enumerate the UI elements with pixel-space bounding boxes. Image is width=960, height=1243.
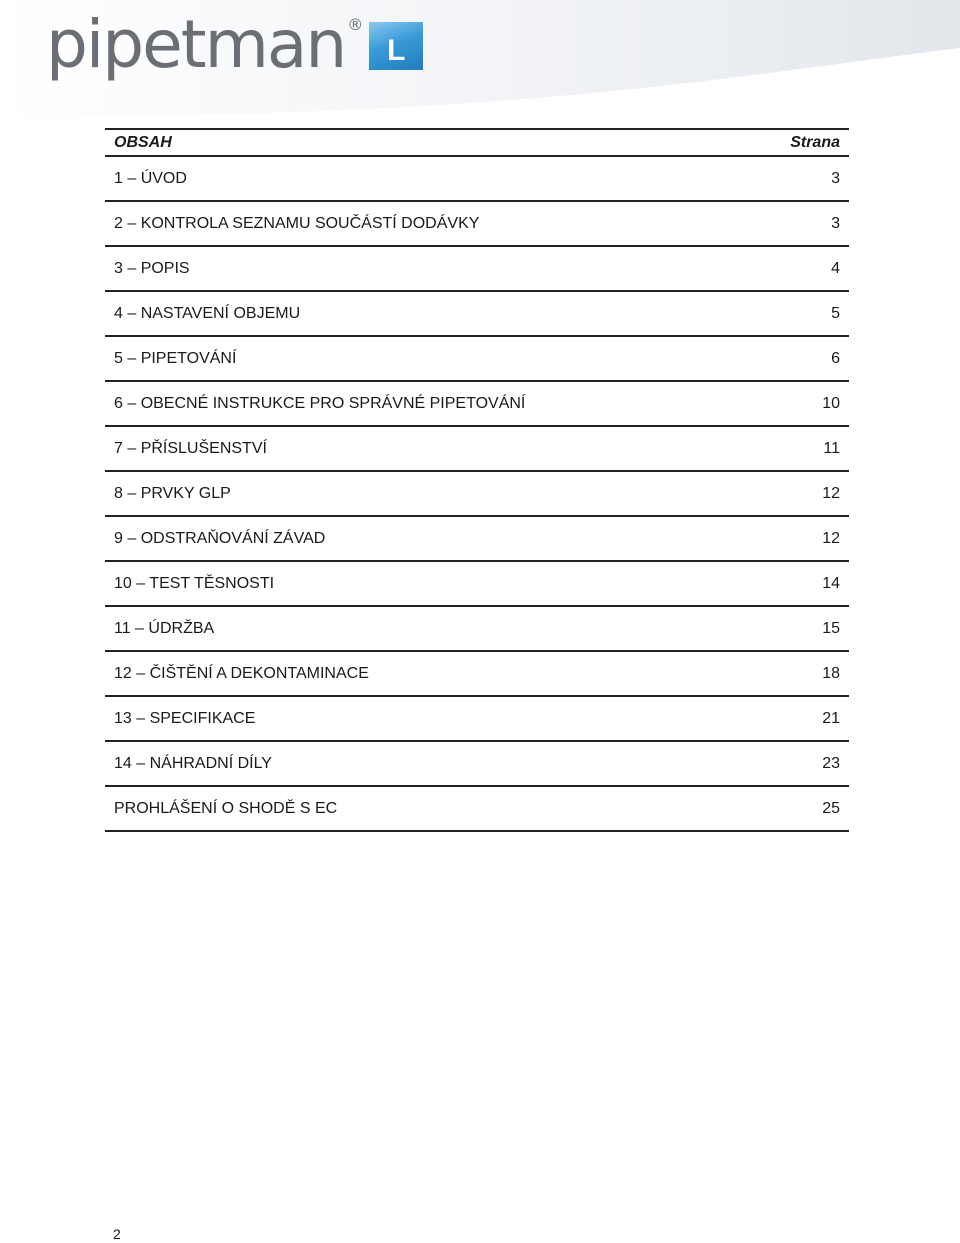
toc-entry-title: 8 – PRVKY GLP <box>114 484 231 502</box>
toc-entry <box>105 427 849 472</box>
toc-heading: OBSAH <box>114 133 172 151</box>
toc-page-heading: Strana <box>790 133 840 151</box>
toc-entry <box>105 607 849 652</box>
toc-entry-page: 12 <box>822 529 840 547</box>
toc-entry-title: 13 – SPECIFIKACE <box>114 709 256 727</box>
table-of-contents <box>105 128 849 832</box>
toc-entry-title: 5 – PIPETOVÁNÍ <box>114 349 237 367</box>
toc-entry <box>105 517 849 562</box>
toc-entry-title: 3 – POPIS <box>114 259 190 277</box>
toc-entry <box>105 742 849 787</box>
toc-entry-page: 5 <box>831 304 840 322</box>
toc-entry <box>105 697 849 742</box>
toc-entry-page: 6 <box>831 349 840 367</box>
toc-entry-page: 21 <box>822 709 840 727</box>
toc-entry-page: 23 <box>822 754 840 772</box>
toc-entry-title: 2 – KONTROLA SEZNAMU SOUČÁSTÍ DODÁVKY <box>114 214 480 232</box>
toc-entry <box>105 787 849 832</box>
page-number: 2 <box>113 1226 121 1242</box>
toc-header-row <box>105 130 849 157</box>
pipetman-logo <box>46 6 423 83</box>
toc-entry-page: 14 <box>822 574 840 592</box>
toc-entry-page: 12 <box>822 484 840 502</box>
toc-entry-page: 25 <box>822 799 840 817</box>
toc-entry-page: 10 <box>822 394 840 412</box>
toc-entry-page: 3 <box>831 214 840 232</box>
toc-entry <box>105 247 849 292</box>
toc-entry-title: 10 – TEST TĚSNOSTI <box>114 574 275 592</box>
toc-entry-title: 12 – ČIŠTĚNÍ A DEKONTAMINACE <box>114 664 369 682</box>
toc-entry <box>105 337 849 382</box>
logo-badge-letter: L <box>387 34 406 67</box>
toc-entry <box>105 562 849 607</box>
toc-entry-page: 3 <box>831 169 840 187</box>
toc-entry-title: 4 – NASTAVENÍ OBJEMU <box>114 304 301 322</box>
toc-entry-title: 11 – ÚDRŽBA <box>114 619 215 637</box>
toc-entry-title: 9 – ODSTRAŇOVÁNÍ ZÁVAD <box>114 529 326 547</box>
toc-entry-title: 6 – OBECNÉ INSTRUKCE PRO SPRÁVNÉ PIPETOVÁNÍ <box>114 394 526 412</box>
toc-entry-title: 7 – PŘÍSLUŠENSTVÍ <box>114 439 267 457</box>
toc-entry-title: 1 – ÚVOD <box>114 169 187 187</box>
logo-registered-mark: ® <box>347 15 364 34</box>
logo-wordmark: pipetman <box>46 6 346 83</box>
toc-entry <box>105 652 849 697</box>
toc-entry <box>105 382 849 427</box>
toc-entry-title: 14 – NÁHRADNÍ DÍLY <box>114 754 272 772</box>
logo-badge <box>369 22 423 70</box>
header-band <box>0 0 960 118</box>
toc-entry <box>105 157 849 202</box>
toc-entry-page: 11 <box>823 439 840 457</box>
toc-entry <box>105 202 849 247</box>
toc-entry-page: 15 <box>822 619 840 637</box>
toc-entry <box>105 472 849 517</box>
toc-entry <box>105 292 849 337</box>
toc-entry-title: PROHLÁŠENÍ O SHODĚ S EC <box>114 799 338 817</box>
toc-entry-page: 18 <box>822 664 840 682</box>
toc-entry-page: 4 <box>831 259 840 277</box>
